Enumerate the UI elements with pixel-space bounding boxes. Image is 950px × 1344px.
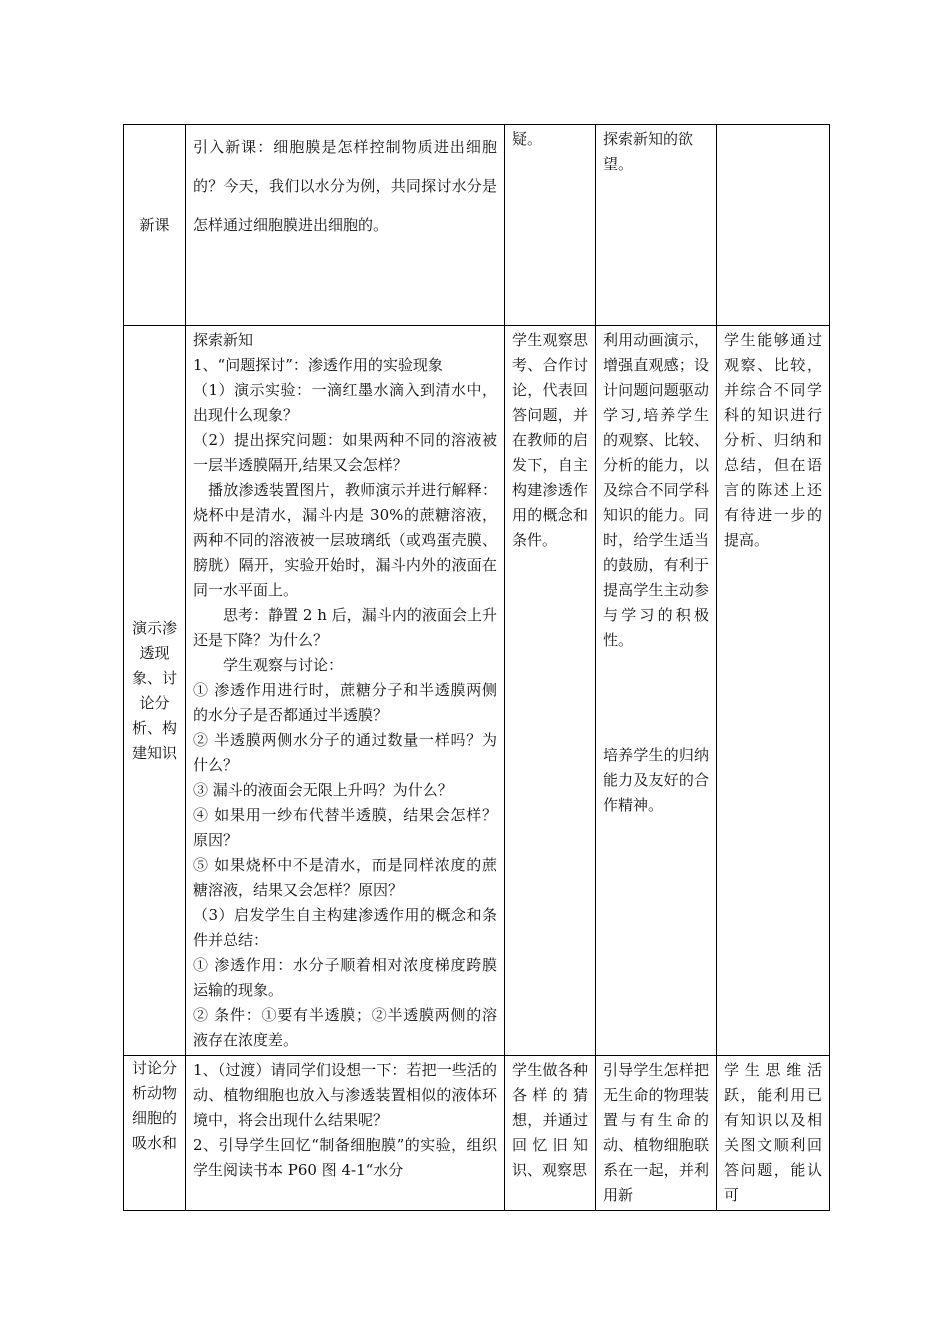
student-activity-cell: 疑。 (505, 125, 596, 326)
question-item: ② 半透膜两侧水分子的通过数量一样吗？为什么？ (193, 731, 497, 774)
paragraph: （1）演示实验：一滴红墨水滴入到清水中，出现什么现象？ (193, 381, 497, 424)
evaluation-cell: 学生能够通过观察、比较，并综合不同学科的知识进行分析、归纳和总结，但在语言的陈述上还有待进一步的提高。 (717, 326, 830, 1056)
question-item: ① 渗透作用进行时，蔗糖分子和半透膜两侧的水分子是否都通过半透膜？ (193, 681, 497, 724)
design-intent-cell (596, 326, 717, 1056)
stage-cell: 新课 (124, 125, 186, 326)
stage-cell: 演示渗透现象、讨论分析、构建知识 (124, 326, 186, 1056)
paragraph: （3）启发学生自主构建渗透作用的概念和条件并总结： (193, 906, 497, 949)
teacher-activity-cell (186, 326, 505, 1056)
paragraph: 2、引导学生回忆“制备细胞膜”的实验，组织学生阅读书本 P60 图 4-1“水分 (193, 1136, 497, 1179)
design-intent-text: 利用动画演示，增强直观感；设计问题问题驱动学习,培养学生的观察、比较、分析的能力，以及综合不同学科知识的能力。同时，给学生适当的鼓励，有利于提高学生主动参与学习的积极性。 (603, 331, 709, 649)
table-row (124, 326, 830, 1056)
student-activity-cell: 学生做各种各样的猜想，并通过回忆旧知识、观察思 (505, 1056, 596, 1211)
paragraph: 播放渗透装置图片，教师演示并进行解释：烧杯中是清水，漏斗内是 30%的蔗糖溶液，两种不同的溶液被一层玻璃纸（或鸡蛋壳膜、膀胱）隔开，实验开始时，漏斗内外的液面在同一水平面上。 (193, 481, 497, 599)
table-row (124, 1056, 830, 1211)
spacer (603, 653, 709, 743)
paragraph: 思考：静置 2 h 后，漏斗内的液面会上升还是下降？为什么？ (193, 606, 497, 649)
table-row (124, 125, 830, 326)
lesson-plan-table (123, 124, 830, 1211)
conclusion-item: ② 条件：①要有半透膜；②半透膜两侧的溶液存在浓度差。 (193, 1006, 497, 1049)
question-item: ④ 如果用一纱布代替半透膜，结果会怎样？原因？ (193, 806, 497, 849)
question-item: ⑤ 如果烧杯中不是清水，而是同样浓度的蔗糖溶液，结果又会怎样？原因？ (193, 856, 497, 899)
question-item: ③ 漏斗的液面会无限上升吗？为什么？ (193, 781, 453, 799)
teacher-activity-cell (186, 1056, 505, 1211)
evaluation-cell: 学生思维活跃，能利用已有知识以及相关图文顺利回答问题，能认可 (717, 1056, 830, 1211)
paragraph: （2）提出探究问题：如果两种不同的溶液被一层半透膜隔开,结果又会怎样？ (193, 431, 497, 474)
paragraph: 学生观察与讨论： (223, 656, 344, 674)
evaluation-cell (717, 125, 830, 326)
paragraph: 1、（过渡）请同学们设想一下：若把一些活的动、植物细胞也放入与渗透装置相似的液体环境中，将会出现什么结果呢？ (193, 1061, 497, 1129)
design-intent-cell: 引导学生怎样把无生命的物理装置与有生命的动、植物细胞联系在一起，并利用新 (596, 1056, 717, 1211)
stage-cell: 讨论分析动物细胞的吸水和 (124, 1056, 186, 1211)
student-activity-cell: 学生观察思考、合作讨论，代表回答问题，并在教师的启发下，自主构建渗透作用的概念和条件。 (505, 326, 596, 1056)
paragraph: 1、“问题探讨”：渗透作用的实验现象 (193, 356, 443, 374)
teacher-activity-cell: 引入新课：细胞膜是怎样控制物质进出细胞的？今天，我们以水分为例，共同探讨水分是怎样通过细胞膜进出细胞的。 (186, 125, 505, 326)
design-intent-cell: 探索新知的欲望。 (596, 125, 717, 326)
section-heading: 探索新知 (193, 331, 254, 349)
design-intent-text: 培养学生的归纳能力及友好的合作精神。 (603, 746, 709, 814)
conclusion-item: ① 渗透作用：水分子顺着相对浓度梯度跨膜运输的现象。 (193, 956, 497, 999)
